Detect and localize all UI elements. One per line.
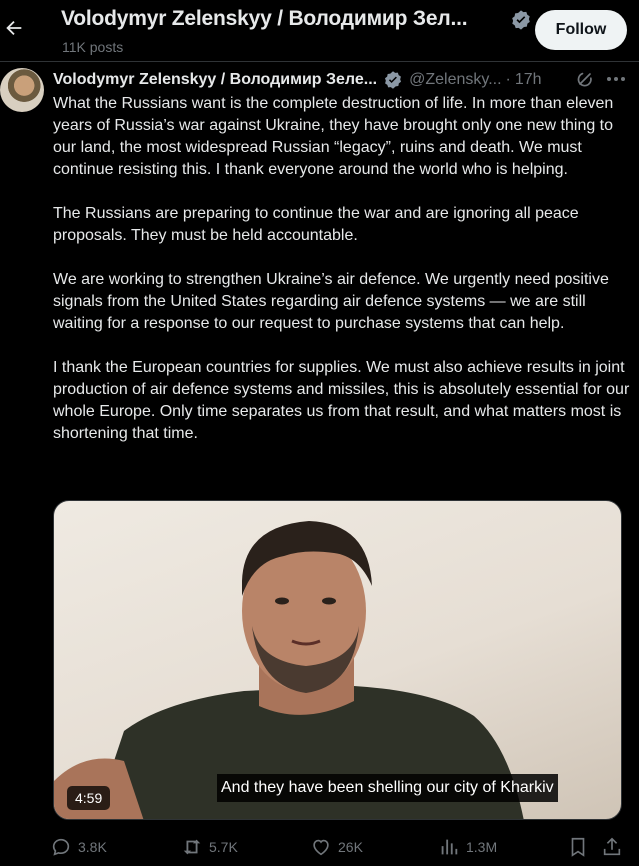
tweet-paragraph: We are working to strengthen Ukraine’s air defence. We urgently need positive signals from the United States regarding air defence systems — we are still waiting for a response to our request to purchase systems that can help. xyxy=(53,271,609,332)
tweet-text xyxy=(53,93,631,467)
grok-icon[interactable] xyxy=(575,69,595,89)
video-player[interactable] xyxy=(53,500,622,820)
views-icon xyxy=(438,836,460,858)
tweet-meta xyxy=(53,69,639,91)
like-button[interactable] xyxy=(310,834,363,860)
verified-badge-icon xyxy=(383,70,403,90)
video-caption: And they have been shelling our city of Kharkiv xyxy=(217,774,558,802)
arrow-left-icon xyxy=(3,17,25,39)
tweet-paragraph: I thank the European countries for supplies. We must also achieve results in joint production of air defence systems and missiles, this is absolutely essential for our whole Europe. Only time separates us from that result, and what matters most is shortening that time. xyxy=(53,359,630,442)
tweet-paragraph: The Russians are preparing to continue the war and are ignoring all peace proposals. They must be held accountable. xyxy=(53,205,579,244)
like-count: 26K xyxy=(338,839,363,855)
tweet-paragraph: What the Russians want is the complete destruction of life. In more than eleven years of Russia’s war against Ukraine, they have brought only one new thing to our land, the most widespread Russian “legacy”, ruins and death. We must continue resisting this. I thank everyone around the world who is helping. xyxy=(53,95,614,178)
author-name[interactable]: Volodymyr Zelenskyy / Володимир Зеле... xyxy=(53,71,378,88)
repost-icon xyxy=(181,836,203,858)
share-button[interactable] xyxy=(601,834,629,860)
bookmark-icon xyxy=(567,836,589,858)
video-duration: 4:59 xyxy=(67,786,110,810)
meta-separator: · xyxy=(505,71,511,88)
follow-button[interactable]: Follow xyxy=(535,10,627,50)
heart-icon xyxy=(310,836,332,858)
verified-badge-icon xyxy=(510,9,532,31)
share-icon xyxy=(601,836,623,858)
profile-title: Volodymyr Zelenskyy / Володимир Зел... xyxy=(61,7,468,30)
author-handle[interactable]: @Zelensky... xyxy=(409,71,502,88)
tweet-time[interactable]: 17h xyxy=(514,71,542,88)
reply-button[interactable] xyxy=(50,834,107,860)
avatar[interactable] xyxy=(0,68,44,112)
posts-count: 11K posts xyxy=(62,39,124,55)
reply-count: 3.8K xyxy=(78,839,107,855)
views-button[interactable] xyxy=(438,834,497,860)
repost-button[interactable] xyxy=(181,834,238,860)
bookmark-button[interactable] xyxy=(567,834,595,860)
repost-count: 5.7K xyxy=(209,839,238,855)
video-thumbnail xyxy=(54,501,622,820)
views-count: 1.3M xyxy=(466,839,498,855)
more-options-icon[interactable] xyxy=(604,69,628,89)
tweet-actions xyxy=(50,834,639,860)
back-button[interactable] xyxy=(0,14,28,42)
reply-icon xyxy=(50,836,72,858)
profile-header xyxy=(0,0,639,62)
